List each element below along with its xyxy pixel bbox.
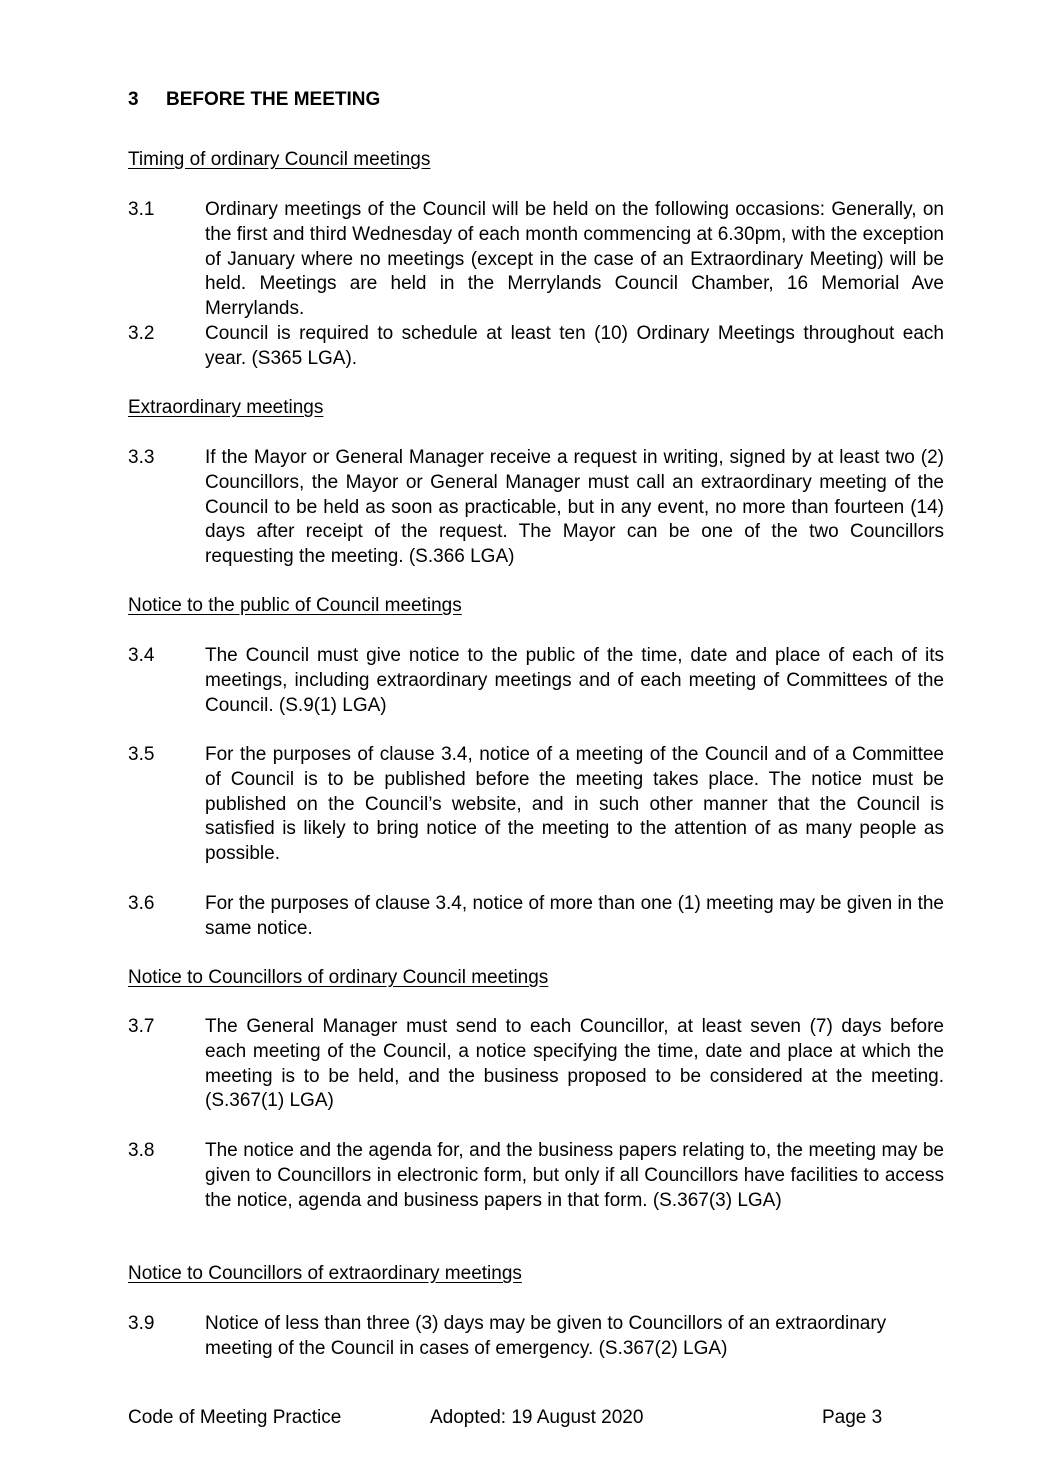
subheading-councillor-notice: Notice to Councillors of ordinary Council meetings [128, 967, 549, 988]
clause-text: The notice and the agenda for, and the business papers relating to, the meeting may be given to Councillors in electronic form, but only if all Councillors have facilities to access the notice, agenda and business papers in that form. (S.367(3) LGA) [205, 1140, 944, 1211]
section-title: BEFORE THE MEETING [166, 89, 381, 110]
clause-number: 3.4 [128, 645, 155, 666]
clause-text: For the purposes of clause 3.4, notice of a meeting of the Council and of a Committee of Council is to be published before the meeting takes place. The notice must be published on the Council’s website, and in such other manner that the Council is satisfied is likely to bring notice of the meeting to the attention of as many people as possible. [205, 744, 944, 865]
section-number: 3 [128, 89, 139, 110]
clause-number: 3.7 [128, 1016, 155, 1037]
clause-3-6 [128, 892, 944, 942]
clause-number: 3.2 [128, 323, 155, 344]
clause-3-3 [128, 446, 944, 570]
clause-number: 3.8 [128, 1140, 155, 1161]
clause-text: Notice of less than three (3) days may be given to Councillors of an extraordinary meeting of the Council in cases of emergency. (S.367(2) LGA) [205, 1313, 887, 1359]
clause-text: For the purposes of clause 3.4, notice of more than one (1) meeting may be given in the same notice. [205, 893, 944, 939]
clause-3-5 [128, 743, 944, 867]
subheading-extraordinary-notice: Notice to Councillors of extraordinary meetings [128, 1263, 522, 1284]
clause-text: Ordinary meetings of the Council will be held on the following occasions: Generally, on the first and third Wednesday of each month commencing at 6.30pm, with the exception of January where no meetings (except in the case of an Extraordinary Meeting) will be held. Meetings are held in the Merrylands Council Chamber, 16 Memorial Ave Merrylands. [205, 199, 944, 320]
clause-number: 3.6 [128, 893, 155, 914]
subheading-public-notice: Notice to the public of Council meetings [128, 595, 462, 616]
clause-text: Council is required to schedule at least ten (10) Ordinary Meetings throughout each year. (S365 LGA). [205, 323, 944, 369]
clause-3-2 [128, 322, 944, 372]
subheading-extraordinary: Extraordinary meetings [128, 397, 324, 418]
clause-number: 3.3 [128, 447, 155, 468]
clause-3-1 [128, 198, 944, 322]
clause-3-7 [128, 1015, 944, 1114]
clause-3-8 [128, 1139, 944, 1213]
clause-number: 3.9 [128, 1313, 155, 1334]
footer-document-title: Code of Meeting Practice [128, 1407, 342, 1428]
clause-3-9 [128, 1312, 944, 1362]
clause-text: The Council must give notice to the public of the time, date and place of each of its meetings, including extraordinary meetings and of each meeting of Committees of the Council. (S.9(1) LGA) [205, 645, 944, 716]
clause-text: The General Manager must send to each Councillor, at least seven (7) days before each meeting of the Council, a notice specifying the time, date and place at which the meeting is to be held, and the business proposed to be considered at the meeting. (S.367(1) LGA) [205, 1016, 944, 1112]
subheading-timing: Timing of ordinary Council meetings [128, 149, 431, 170]
footer-page-number: Page 3 [822, 1407, 883, 1428]
footer-adopted-date: Adopted: 19 August 2020 [430, 1407, 644, 1428]
section-heading [128, 88, 380, 112]
clause-text: If the Mayor or General Manager receive a request in writing, signed by at least two (2) Councillors, the Mayor or General Manager must call an extraordinary meeting of the Council to be held as soon as practicable, but in any event, no more than fourteen (14) days after receipt of the request. The Mayor can be one of the two Councillors requesting the meeting. (S.366 LGA) [205, 447, 944, 568]
clause-number: 3.1 [128, 199, 155, 220]
clause-3-4 [128, 644, 944, 718]
clause-number: 3.5 [128, 744, 155, 765]
